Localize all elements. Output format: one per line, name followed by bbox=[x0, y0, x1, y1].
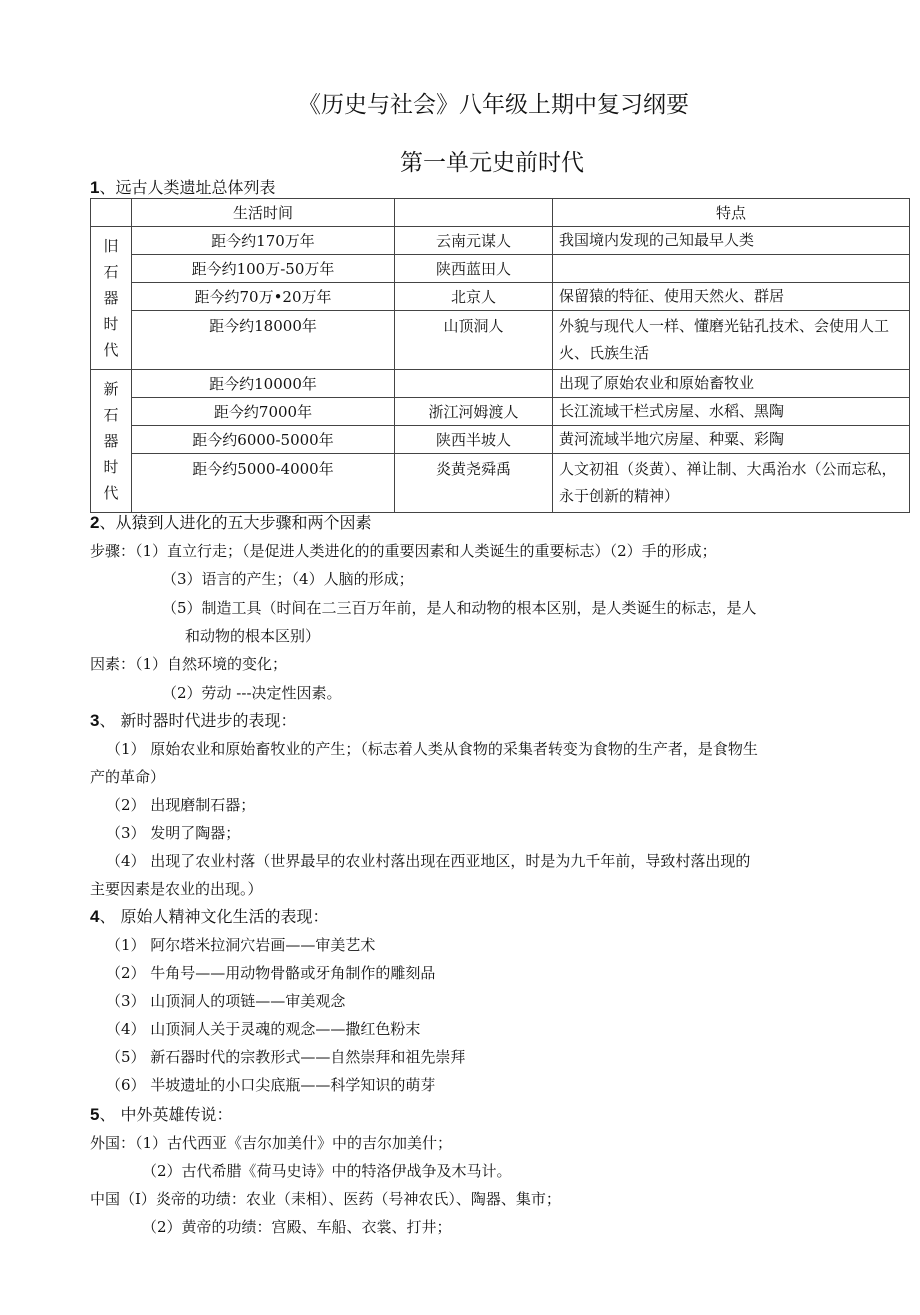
s4-item: （1） 阿尔塔米拉洞穴岩画——审美艺术 bbox=[106, 936, 376, 954]
cell-site: 陕西蓝田人 bbox=[395, 255, 553, 283]
table-header-row bbox=[91, 199, 910, 227]
era-char: 新 bbox=[103, 380, 119, 398]
cell-time: 距今约5000-4000年 bbox=[132, 454, 395, 513]
s3-item-4-line-2: 主要因素是农业的出现。） bbox=[90, 880, 263, 898]
cell-feature: 长江流域干栏式房屋、水稻、黑陶 bbox=[553, 398, 910, 426]
china-line-1: 中国（I）炎帝的功绩：农业（耒相）、医药（号神农氏）、陶器、集市； bbox=[90, 1190, 561, 1208]
cell-feature bbox=[553, 255, 910, 283]
document-title: 《历史与社会》八年级上期中复习纲要 bbox=[298, 92, 689, 118]
era-char: 器 bbox=[103, 432, 119, 450]
section-3-heading bbox=[90, 708, 297, 731]
cell-time: 距今约100万-50万年 bbox=[132, 255, 395, 283]
cell-feature: 我国境内发现的己知最早人类 bbox=[553, 227, 910, 255]
section-1-title: 、远古人类遗址总体列表 bbox=[99, 178, 276, 197]
cell-feature: 保留猿的特征、使用天然火、群居 bbox=[553, 283, 910, 311]
era-char: 旧 bbox=[103, 237, 119, 255]
factors-line-1 bbox=[90, 653, 287, 674]
section-4-title: 、 原始人精神文化生活的表现： bbox=[99, 907, 329, 926]
section-2-number: 2 bbox=[90, 513, 100, 532]
s3-item-1-line-2: 产的革命） bbox=[90, 768, 166, 786]
section-3-title: 、 新时器时代进步的表现： bbox=[99, 711, 297, 730]
sites-table bbox=[90, 198, 910, 513]
s3-item-1-line-1: （1） 原始农业和原始畜牧业的产生；（标志着人类从食物的采集者转变为食物的生产者，是食物生 bbox=[106, 740, 758, 758]
header-time: 生活时间 bbox=[132, 199, 395, 227]
s3-item-2: （2） 出现磨制石器； bbox=[106, 796, 256, 814]
header-feature: 特点 bbox=[553, 199, 910, 227]
section-4-number: 4 bbox=[90, 907, 100, 926]
era-char: 代 bbox=[103, 484, 119, 502]
s4-item: （6） 半坡遗址的小口尖底瓶——科学知识的萌芽 bbox=[106, 1076, 436, 1094]
section-3-number: 3 bbox=[90, 711, 100, 730]
factors-label: 因素： bbox=[90, 655, 136, 673]
steps-line-1 bbox=[90, 540, 717, 561]
cell-time: 距今约10000年 bbox=[132, 370, 395, 398]
cell-feature: 黄河流域半地穴房屋、种粟、彩陶 bbox=[553, 426, 910, 454]
section-4-heading bbox=[90, 904, 329, 927]
table-row bbox=[91, 426, 910, 454]
cell-time: 距今约70万•20万年 bbox=[132, 283, 395, 311]
cell-feature: 人文初祖（炎黄）、禅让制、大禹治水（公而忘私，永于创新的精神） bbox=[553, 454, 910, 513]
section-5-heading bbox=[90, 1102, 233, 1125]
era-char: 代 bbox=[103, 341, 119, 359]
s4-item: （2） 牛角号——用动物骨骼或牙角制作的雕刻品 bbox=[106, 964, 436, 982]
era-char: 器 bbox=[103, 289, 119, 307]
table-row bbox=[91, 255, 910, 283]
table-row bbox=[91, 454, 910, 513]
header-era bbox=[91, 199, 132, 227]
era-char: 时 bbox=[103, 315, 119, 333]
factors-line-2: （2）劳动 ---决定性因素。 bbox=[162, 684, 342, 702]
s4-item: （5） 新石器时代的宗教形式——自然崇拜和祖先崇拜 bbox=[106, 1048, 466, 1066]
section-2-heading bbox=[90, 510, 371, 533]
cell-time: 距今约18000年 bbox=[132, 311, 395, 370]
section-2-title: 、从猿到人进化的五大步骤和两个因素 bbox=[99, 513, 372, 532]
cell-feature: 外貌与现代人一样、懂磨光钻孔技术、会使用人工火、氏族生活 bbox=[553, 311, 910, 370]
steps-line-4: 和动物的根本区别） bbox=[185, 627, 321, 645]
foreign-line-1: 外国：（1）古代西亚《吉尔加美什》中的吉尔加美什； bbox=[90, 1134, 453, 1152]
section-1-heading bbox=[90, 175, 275, 198]
cell-feature: 出现了原始农业和原始畜牧业 bbox=[553, 370, 910, 398]
table-row bbox=[91, 227, 910, 255]
foreign-line-2: （2）古代希腊《荷马史诗》中的特洛伊战争及木马计。 bbox=[142, 1162, 512, 1180]
header-site bbox=[395, 199, 553, 227]
table-row bbox=[91, 370, 910, 398]
cell-site: 山顶洞人 bbox=[395, 311, 553, 370]
section-5-number: 5 bbox=[90, 1105, 100, 1124]
cell-time: 距今约7000年 bbox=[132, 398, 395, 426]
table-row bbox=[91, 283, 910, 311]
table-row bbox=[91, 398, 910, 426]
s3-item-4-line-1: （4） 出现了农业村落（世界最早的农业村落出现在西亚地区，时是为九千年前，导致村落出现的 bbox=[106, 852, 751, 870]
cell-site: 陕西半坡人 bbox=[395, 426, 553, 454]
era-char: 时 bbox=[103, 458, 119, 476]
factors-text: （1）自然环境的变化； bbox=[135, 655, 288, 673]
cell-site: 浙江河姆渡人 bbox=[395, 398, 553, 426]
steps-line-2: （3）语言的产生；（4）人脑的形成； bbox=[162, 570, 414, 588]
era-neolithic bbox=[91, 370, 132, 513]
cell-site bbox=[395, 370, 553, 398]
steps-text: （1）直立行走；（是促进人类进化的的重要因素和人类诞生的重要标志）（2）手的形成； bbox=[135, 542, 717, 560]
cell-site: 北京人 bbox=[395, 283, 553, 311]
era-paleolithic bbox=[91, 227, 132, 370]
china-line-2: （2）黄帝的功绩：宫殿、车船、衣裳、打井； bbox=[142, 1218, 452, 1236]
section-1-number: 1 bbox=[90, 178, 100, 197]
s4-item: （3） 山顶洞人的项链——审美观念 bbox=[106, 992, 346, 1010]
steps-label: 步骤： bbox=[90, 542, 136, 560]
unit-title: 第一单元史前时代 bbox=[400, 150, 584, 176]
steps-line-3: （5）制造工具（时间在二三百万年前，是人和动物的根本区别，是人类诞生的标志，是人 bbox=[162, 599, 757, 617]
table-row bbox=[91, 311, 910, 370]
cell-time: 距今约170万年 bbox=[132, 227, 395, 255]
era-char: 石 bbox=[103, 263, 119, 281]
era-char: 石 bbox=[103, 406, 119, 424]
cell-site: 炎黄尧舜禹 bbox=[395, 454, 553, 513]
section-5-title: 、 中外英雄传说： bbox=[99, 1105, 233, 1124]
cell-time: 距今约6000-5000年 bbox=[132, 426, 395, 454]
s3-item-3: （3） 发明了陶器； bbox=[106, 824, 241, 842]
cell-site: 云南元谋人 bbox=[395, 227, 553, 255]
s4-item: （4） 山顶洞人关于灵魂的观念——撒红色粉末 bbox=[106, 1020, 421, 1038]
